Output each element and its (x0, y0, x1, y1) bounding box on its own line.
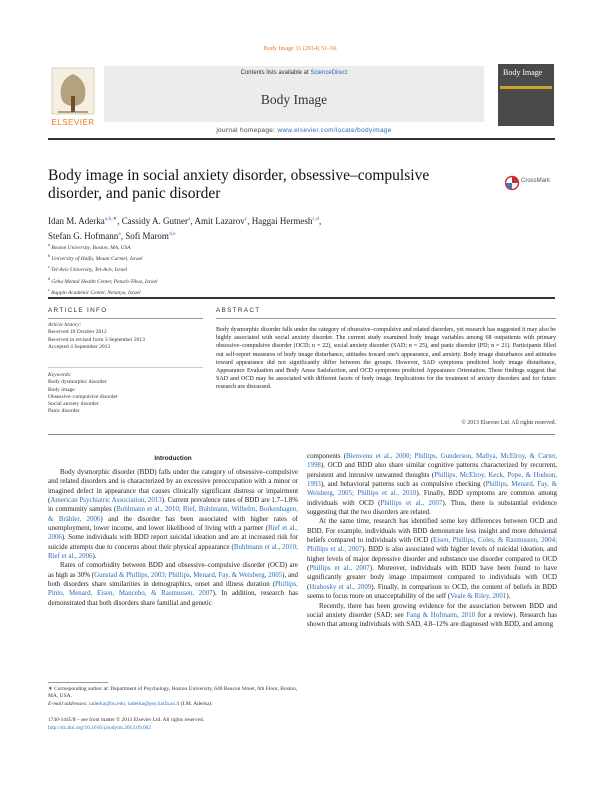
paragraph: components (Bienvenu et al., 2000; Phillips, Gunderson, Mallya, McElroy, & Carter, 1998). OCD and BDD also share similar cognitive patterns characterized by recurrent, persistent and intrusive unwanted thoughts (Phillips, McElroy, Keck, Pope, & Hudson, 1993), and behavioral patterns such as compulsive checking (Phillips, Menard, Fay, & Weisberg, 2005; Phillips et al., 2010). Finally, BDD symptoms are common among individuals with OCD (Phillips et al., 2007). Thus, there is substantial evidence suggesting that the two disorders are related. (307, 452, 558, 517)
introduction-heading: Introduction (154, 455, 192, 462)
keywords: Keywords: Body dysmorphic disorder Body image Obsessive–compulsive disorder Social anxiety disorder Panic disorder (48, 372, 118, 415)
abstract-divider (216, 318, 556, 319)
footnote-rule (48, 682, 108, 683)
journal-reference: Body Image 11 (2014) 51–56 (263, 45, 337, 52)
abstract-copyright: © 2013 Elsevier Ltd. All rights reserved. (461, 420, 556, 426)
affiliation-item: $^a$ Boston University, Boston, MA, USA (48, 242, 131, 251)
affiliation-item: $^e$ Ruppin Academic Center, Netanya, Israel (48, 286, 141, 296)
body-column-left (48, 468, 298, 608)
journal-name: Body Image (260, 92, 328, 107)
paragraph: Rates of comorbidity between BDD and obsessive–compulsive disorder (OCD) are as high as 30% (Gunstad & Phillips, 2003; Phillips, Menard, Fay, & Weisberg, 2005), and both disorders share similarities in demographics, onset and illness duration (Phillips, Pinto, Menard, Eisen, Mancebo, & Rasmussen, 2007). In addition, research has demonstrated that both disorders share familial and genetic (48, 561, 299, 607)
abstract-bottom-rule (48, 434, 555, 435)
paragraph: At the same time, research has identified some key differences between OCD and BDD. For example, individuals with BDD demonstrate less insight and more delusional beliefs compared to individuals with OCD (Eisen, Phillips, Coles, & Rasmussen, 2004; Phillips et al., 2007). BDD is also associated with higher levels of suicidal ideation, and higher levels of major depressive disorder and substance use disorder compared to OCD (Phillips et al., 2007). Moreover, individuals with BDD have been found to have significantly greater body image impairment compared to individuals with OCD (Hrabosky et al., 2009). Finally, in comparison to OCD, the content of beliefs in BDD seems to focus more on unacceptability of the self (Veale & Riley, 2001). (307, 517, 558, 601)
doi-link[interactable]: http://dx.doi.org/10.1016/j.bodyim.2013.09.002 (48, 724, 152, 731)
keywords-divider (48, 367, 203, 368)
affiliations (48, 241, 158, 297)
sciencedirect-link[interactable]: ScienceDirect (310, 70, 348, 76)
issn-info: 1740-1445/$ – see front matter © 2013 Elsevier Ltd. All rights reserved. http://dx.doi.org/10.1016/j.bodyim.2013.09.002 (48, 717, 348, 732)
elsevier-logo (48, 66, 98, 130)
body-column-right (307, 452, 557, 630)
article-info-heading: ARTICLE INFO (48, 307, 108, 314)
author-list: Idan M. Aderka$^{a,b,∗}$, Cassidy A. Gutner$^a$, Amit Lazarov$^c$, Haggai Hermesh$^{c,d}$, Stefan G. Hofmann$^a$, Sofi Marom$^{d,e}$ (48, 216, 322, 241)
contents-line: Contents lists available at ScienceDirect (240, 70, 348, 76)
info-rule (48, 297, 555, 299)
abstract-heading: ABSTRACT (216, 307, 261, 314)
article-history: Article history: Received 10 October 2012 Received in revised form 3 September 2013 Accepted 4 September 2013 (48, 322, 145, 350)
publisher-name: ELSEVIER (51, 118, 95, 127)
affiliation-item: $^b$ University of Haifa, Mount Carmel, Israel (48, 253, 143, 262)
cover-title: Body Image (503, 68, 543, 77)
header-rule (48, 138, 555, 140)
cover-stripe (500, 86, 552, 89)
email-links[interactable]: iaderka@bu.edu, iaderka@psy.haifa.ac.il (89, 700, 180, 707)
affiliation-item: $^c$ Tel-Aviv University, Tel-Aviv, Israel (48, 264, 128, 274)
article-title: Body image in social anxiety disorder, obsessive–compulsive disorder, and panic disorder (48, 167, 430, 202)
abstract-text: Body dysmorphic disorder falls under the category of obsessive–compulsive and related disorders, yet research has suggested it may also be highly associated with social anxiety disorder. The current study examined body image variables among 68 outpatients with primary obsessive–compulsive disorder (OCD; n = 22), social anxiety disorder (SAD; n = 25), and panic disorder (PD; n = 21). Participants filled out self-report measures of body image disturbance, attitudes toward one's appearance, and anxiety. Body image disturbance and attitudes toward appearance did not significantly differ between the groups. However, SAD symptoms predicted body image disturbance, Appearance Evaluation and Body Areas Satisfaction, and OCD symptoms predicted Appearance Orientation. These findings suggest that SAD and OCD may be associated with different facets of body image. Implications for the treatment of anxiety disorders and for future research are discussed. (216, 327, 556, 391)
info-divider (48, 318, 203, 319)
paragraph: Recently, there has been growing evidence for the association between BDD and social anxiety disorder (SAD; see Fang & Hofmann, 2010 for a review). Research has shown that among individuals with SAD, 4.8–12% are diagnosed with BDD, and among (307, 601, 557, 629)
journal-homepage: journal homepage: www.elsevier.com/locate/bodyimage (216, 127, 392, 134)
crossmark-badge[interactable]: CrossMark (505, 175, 549, 196)
affiliation-item: $^d$ Geha Mental Health Center, Petach-Tikva, Israel (48, 275, 158, 285)
paragraph: Body dysmorphic disorder (BDD) falls under the category of obsessive–compulsive and related disorders and is characterized by an excessive preoccupation with a minor or imagined defect in appearance that causes clinically significant distress or impairment (American Psychiatric Association, 2013). Current prevalence rates of BDD are 1.7–1.8% in community samples (Buhlmann et al., 2010; Rief, Buhlmann, Wilhelm, Borkenhagen, & Brähler, 2006) and the disorder has been associated with higher rates of unemployment, lower income, and lower likelihood of living with a partner (Rief et al., 2006). Some individuals with BDD report suicidal ideation and are at increased risk for suicide attempts due to concerns about their physical appearance (Buhlmann et al., 2010; Rief et al., 2006). (48, 468, 298, 561)
corresponding-author-note: ∗ Corresponding author at: Department of Psychology, Boston University, 648 Beacon Street, 6th Floor, Boston, MA, USA. E-mail addresses: iaderka@bu.edu, iaderka@psy.haifa.ac.il (I.M. Aderka). (48, 686, 298, 707)
homepage-link[interactable]: www.elsevier.com/locate/bodyimage (277, 127, 392, 134)
